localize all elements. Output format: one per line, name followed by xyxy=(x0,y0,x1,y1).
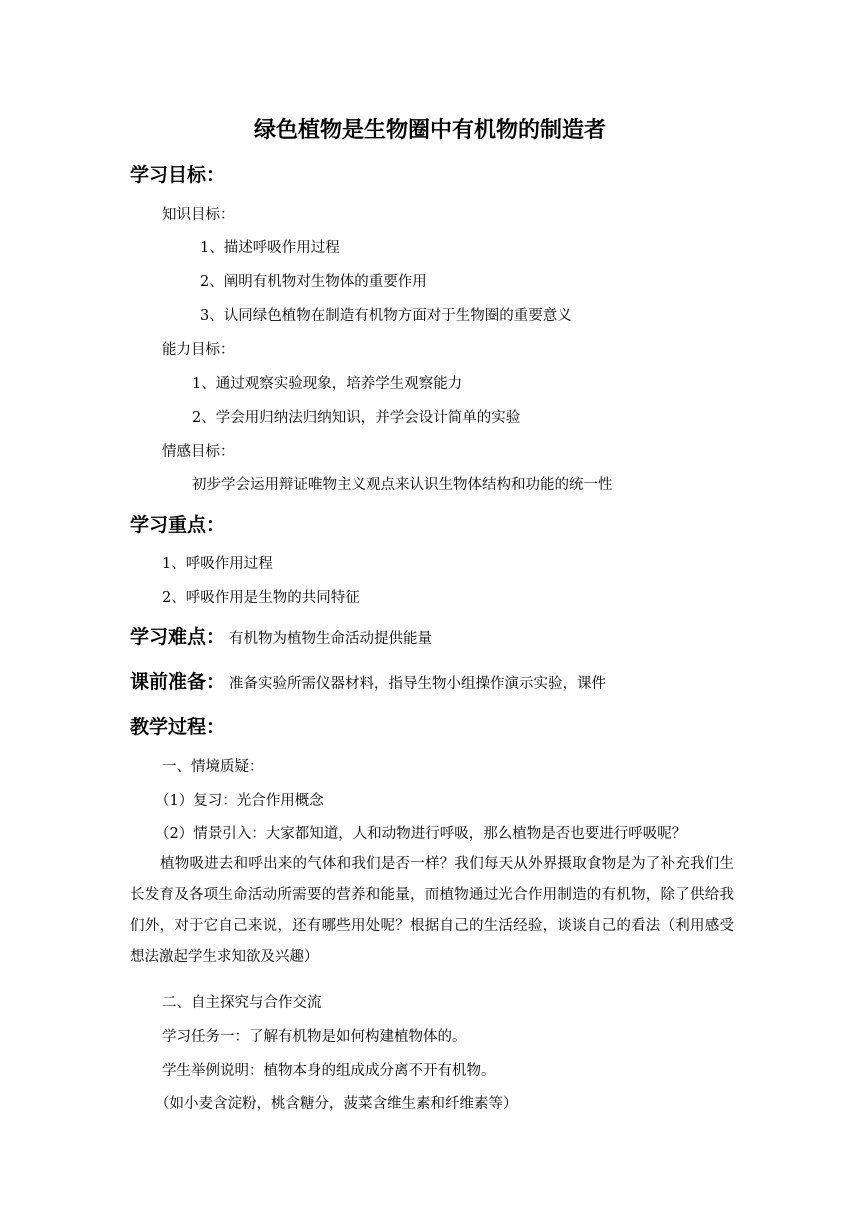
process-heading: 教学过程： xyxy=(130,716,226,738)
objectives-heading: 学习目标： xyxy=(130,164,226,186)
section-1-heading: 一、情境质疑： xyxy=(162,759,264,775)
ability-label: 能力目标： xyxy=(162,342,235,358)
section-2-heading: 二、自主探究与合作交流 xyxy=(162,995,322,1011)
document-title: 绿色植物是生物圈中有机物的制造者 xyxy=(253,118,606,143)
preparation-heading xyxy=(130,667,606,694)
example-line: 学生举例说明：植物本身的组成成分离不开有机物。 xyxy=(162,1063,496,1079)
ability-item-1: 1、通过观察实验现象，培养学生观察能力 xyxy=(192,376,463,392)
review-line: （1）复习：光合作用概念 xyxy=(155,793,324,809)
key-point-2: 2、呼吸作用是生物的共同特征 xyxy=(162,590,360,606)
difficulty-text: 有机物为植物生命活动提供能量 xyxy=(229,631,433,647)
ability-item-2: 2、学会用归纳法归纳知识，并学会设计简单的实验 xyxy=(192,410,521,426)
difficulty-heading xyxy=(130,622,432,649)
difficulty-heading-label: 学习难点： xyxy=(130,626,226,648)
preparation-heading-label: 课前准备： xyxy=(130,671,226,693)
knowledge-item-1: 1、描述呼吸作用过程 xyxy=(200,240,340,256)
knowledge-item-2: 2、阐明有机物对生物体的重要作用 xyxy=(200,274,427,290)
emotion-text: 初步学会运用辩证唯物主义观点来认识生物体结构和功能的统一性 xyxy=(192,477,613,493)
task-1-line: 学习任务一：了解有机物是如何构建植物体的。 xyxy=(162,1029,467,1045)
preparation-text: 准备实验所需仪器材料，指导生物小组操作演示实验，课件 xyxy=(229,676,607,692)
intro-line: （2）情景引入：大家都知道，人和动物进行呼吸，那么植物是否也要进行呼吸呢？ xyxy=(155,826,687,842)
emotion-label: 情感目标： xyxy=(162,444,235,460)
body-paragraph: 植物吸进去和呼出来的气体和我们是否一样？我们每天从外界摄取食物是为了补充我们生长发育及各项生命活动所需要的营养和能量，而植物通过光合作用制造的有机物，除了供给我们外，对于它自己来说，还有哪些用处呢？根据自己的生活经验，谈谈自己的看法（利用感受想法激起学生求知欲及兴趣） xyxy=(130,856,734,965)
example-note-line: （如小麦含淀粉，桃含糖分，菠菜含维生素和纤维素等） xyxy=(155,1096,518,1112)
knowledge-label: 知识目标： xyxy=(162,207,235,223)
knowledge-item-3: 3、认同绿色植物在制造有机物方面对于生物圈的重要意义 xyxy=(200,308,572,324)
key-points-heading: 学习重点： xyxy=(130,514,226,536)
key-point-1: 1、呼吸作用过程 xyxy=(162,556,273,572)
